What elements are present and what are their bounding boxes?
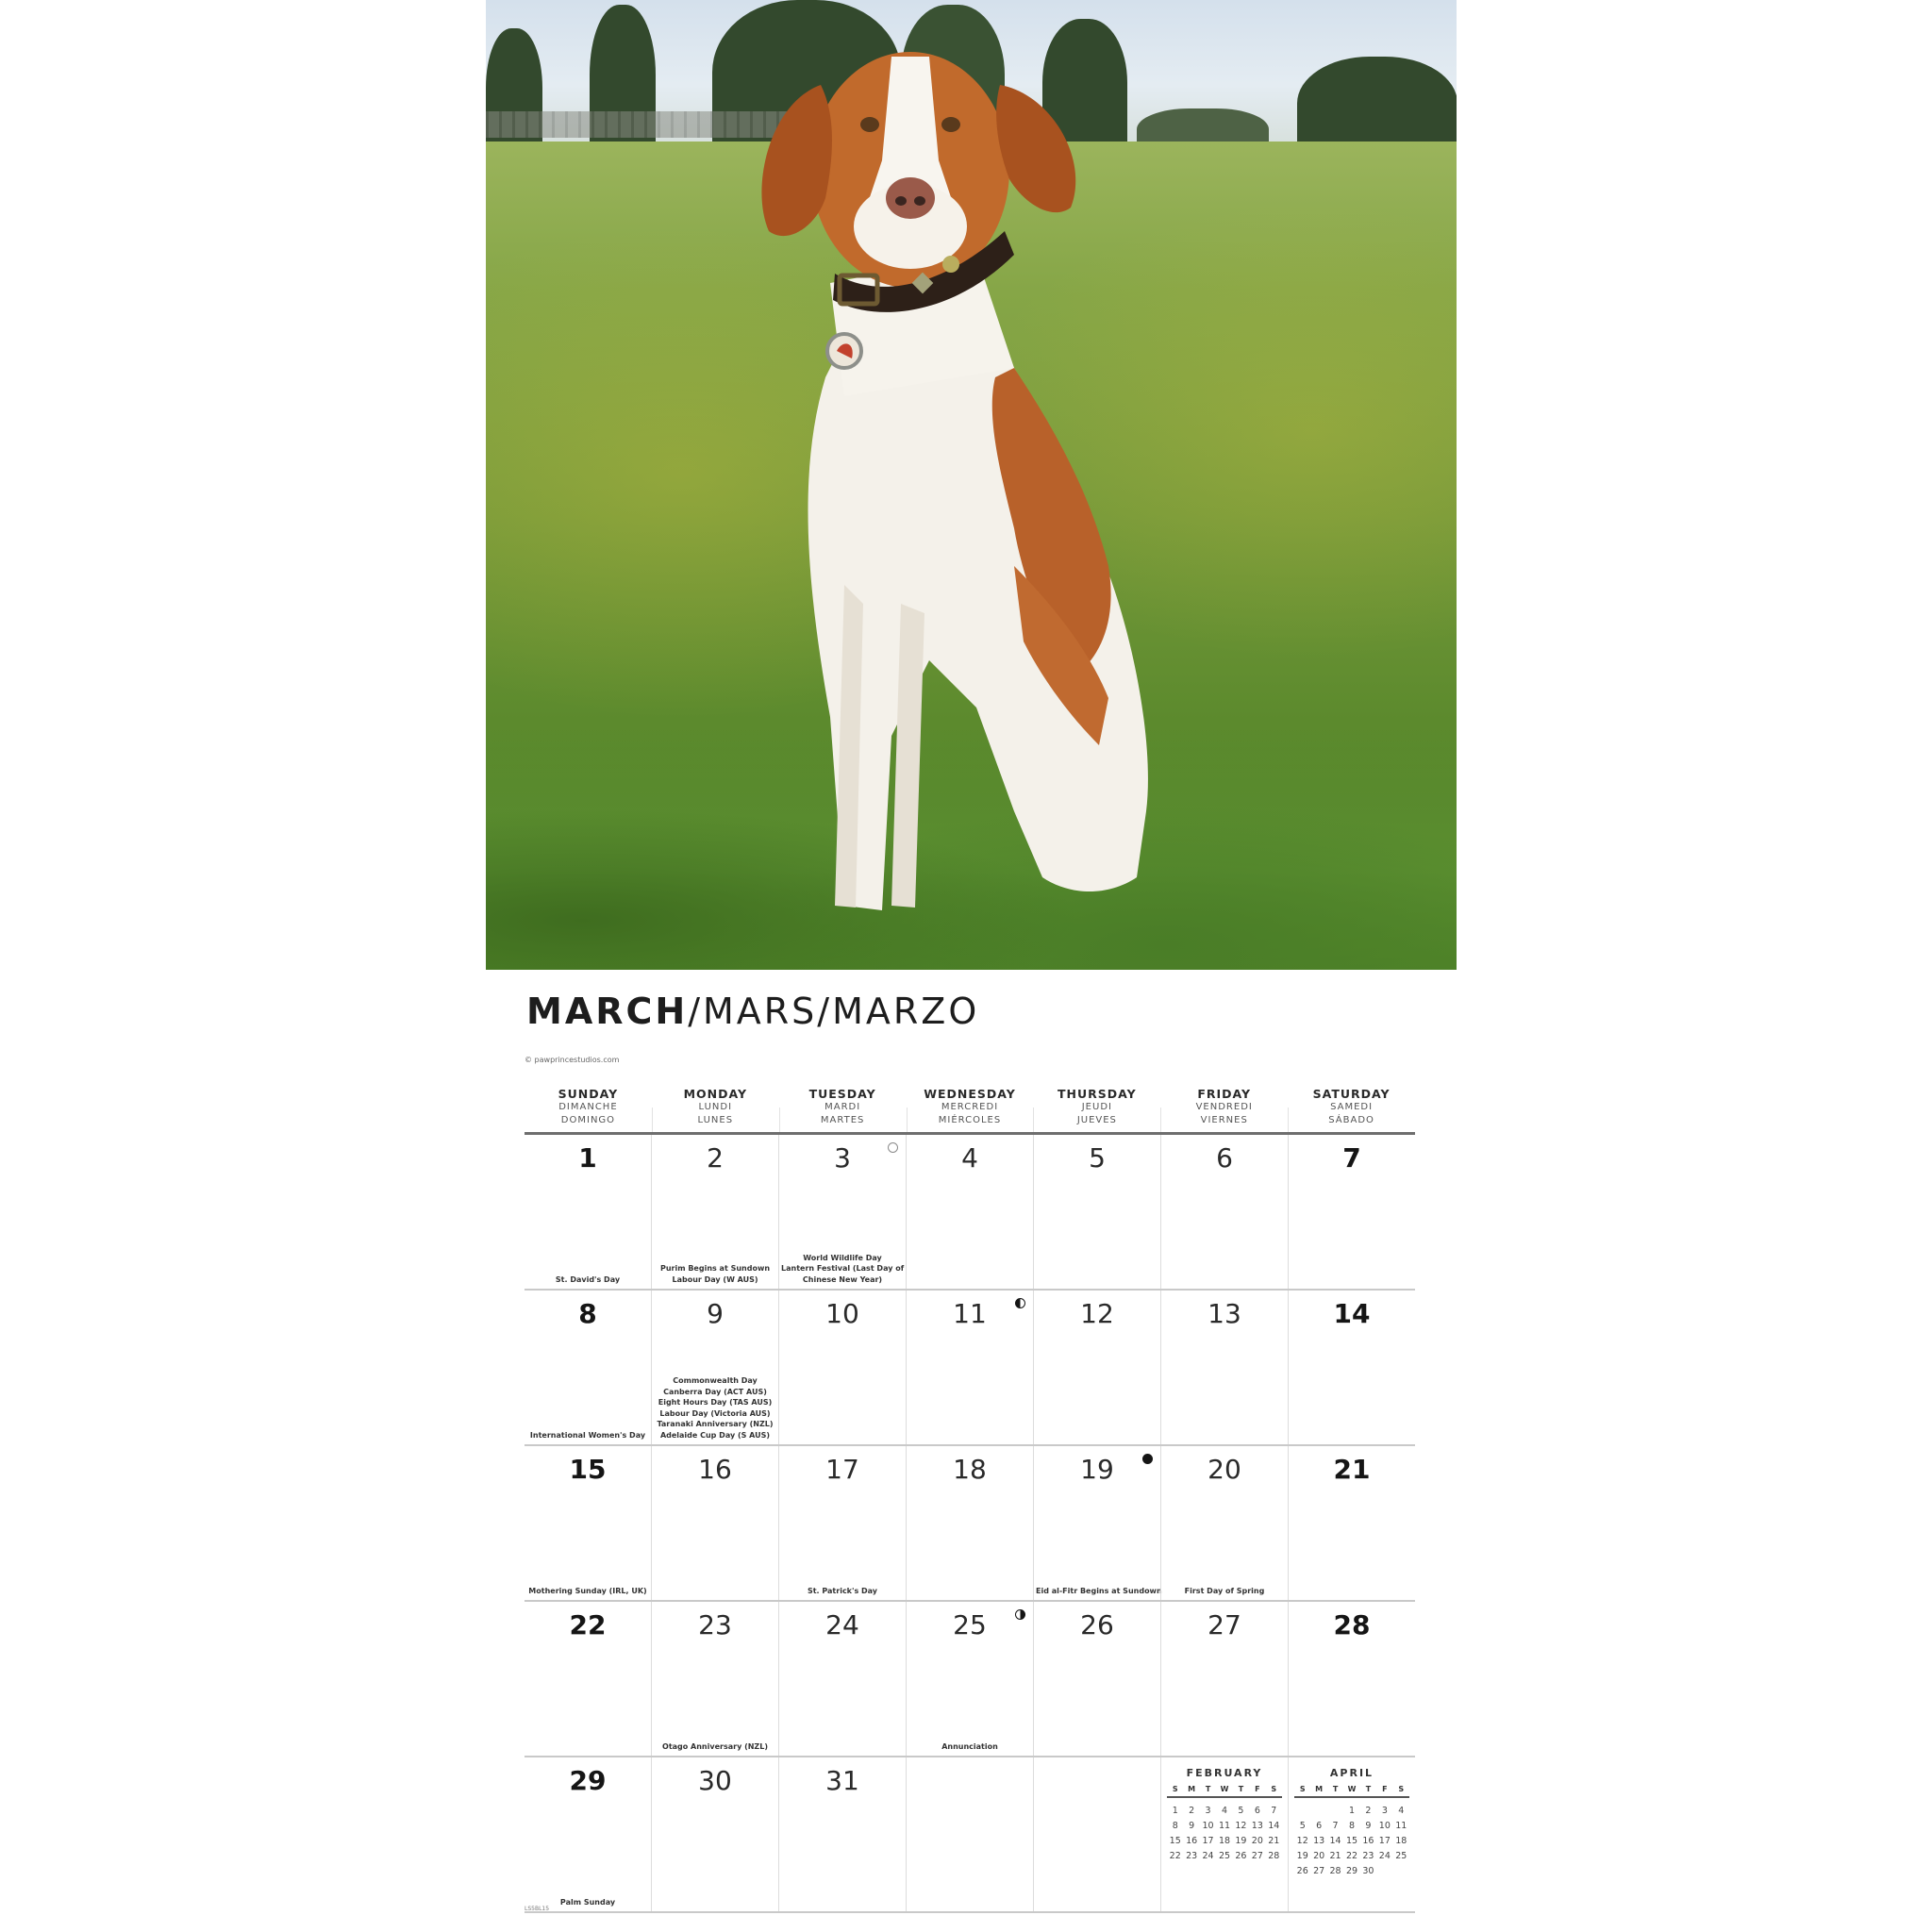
holiday-list	[654, 1263, 776, 1285]
mini-day: 5	[1238, 1806, 1244, 1816]
day-number: 21	[1333, 1454, 1371, 1485]
day-number: 18	[953, 1454, 987, 1485]
day-number: 14	[1333, 1298, 1371, 1329]
weekday-es: MARTES	[820, 1115, 865, 1125]
day-cell-16[interactable]	[651, 1446, 778, 1600]
mini-day: 20	[1313, 1851, 1325, 1861]
day-number: 3	[834, 1142, 851, 1174]
mini-day: 25	[1218, 1851, 1231, 1861]
day-cell-11[interactable]	[906, 1291, 1033, 1444]
holiday-label: Lantern Festival (Last Day of	[781, 1264, 905, 1273]
mini-day: 13	[1313, 1836, 1325, 1846]
mini-calendar-cell	[1288, 1757, 1415, 1911]
day-cell-24[interactable]	[778, 1602, 906, 1756]
full-moon-icon	[888, 1142, 898, 1153]
weekday-es: LUNES	[697, 1115, 734, 1125]
mini-day: 18	[1218, 1836, 1231, 1846]
mini-day: 1	[1172, 1806, 1178, 1816]
mini-weekday-letter: M	[1315, 1785, 1324, 1793]
day-cell-18[interactable]	[906, 1446, 1033, 1600]
day-cell-15[interactable]	[525, 1446, 651, 1600]
mini-day: 21	[1329, 1851, 1341, 1861]
day-number: 23	[698, 1609, 732, 1641]
day-cell-5[interactable]	[1033, 1135, 1160, 1289]
weekday-header-sunday	[525, 1083, 652, 1132]
weekday-es: JUEVES	[1076, 1115, 1117, 1125]
mini-day: 4	[1221, 1806, 1228, 1816]
mini-weekday-letter: M	[1188, 1785, 1196, 1793]
day-cell-17[interactable]	[778, 1446, 906, 1600]
weekday-fr: SAMEDI	[1330, 1102, 1374, 1112]
weekday-fr: JEUDI	[1081, 1102, 1112, 1112]
holiday-label: Adelaide Cup Day (S AUS)	[659, 1430, 771, 1440]
mini-weekday-letter: T	[1365, 1785, 1372, 1793]
mini-weekday-letter: W	[1220, 1785, 1229, 1793]
day-number: 22	[569, 1609, 607, 1641]
calendar-photo	[486, 0, 1457, 970]
day-cell-7[interactable]	[1288, 1135, 1415, 1289]
day-number: 13	[1208, 1298, 1241, 1329]
mini-day: 20	[1251, 1836, 1263, 1846]
mini-calendar-days	[1167, 1806, 1282, 1861]
mini-calendar-april	[1294, 1767, 1409, 1876]
mini-day: 19	[1235, 1836, 1247, 1846]
weekday-en: TUESDAY	[808, 1087, 876, 1101]
day-number: 15	[569, 1454, 607, 1485]
day-cell-19[interactable]	[1033, 1446, 1160, 1600]
holiday-list	[908, 1741, 1031, 1753]
mini-day: 9	[1189, 1821, 1195, 1831]
month-name-en: MARCH	[526, 991, 689, 1032]
calendar-grid	[525, 1083, 1415, 1913]
holiday-list	[1163, 1586, 1286, 1597]
holiday-label: St. David's Day	[555, 1274, 621, 1284]
product-code: LS5BL15	[525, 1906, 550, 1912]
mini-day: 5	[1299, 1821, 1306, 1831]
mini-day: 22	[1345, 1851, 1358, 1861]
mini-calendar-weekdays	[1167, 1785, 1282, 1798]
day-cell-13[interactable]	[1160, 1291, 1288, 1444]
mini-day: 16	[1362, 1836, 1374, 1846]
holiday-label: Canberra Day (ACT AUS)	[663, 1387, 767, 1396]
new-moon-icon	[1142, 1454, 1153, 1464]
day-number: 20	[1208, 1454, 1241, 1485]
calendar-week-row	[525, 1757, 1415, 1913]
weekday-fr: MARDI	[824, 1102, 861, 1112]
day-cell-29[interactable]	[525, 1757, 651, 1911]
day-cell-30[interactable]	[651, 1757, 778, 1911]
weekday-es: DOMINGO	[560, 1115, 616, 1125]
holiday-label: Eid al-Fitr Begins at Sundown	[1036, 1586, 1162, 1595]
mini-day: 18	[1395, 1836, 1407, 1846]
mini-day: 11	[1218, 1821, 1231, 1831]
holiday-list	[526, 1586, 649, 1597]
mini-day: 17	[1378, 1836, 1391, 1846]
mini-day: 15	[1169, 1836, 1181, 1846]
holiday-list	[781, 1253, 904, 1286]
holiday-label: Labour Day (Victoria AUS)	[659, 1408, 771, 1418]
holiday-list	[526, 1430, 649, 1441]
mini-day: 19	[1296, 1851, 1308, 1861]
mini-day: 3	[1205, 1806, 1211, 1816]
holiday-label: International Women's Day	[529, 1430, 646, 1440]
holiday-label: First Day of Spring	[1184, 1586, 1265, 1595]
holiday-label: Labour Day (W AUS)	[672, 1274, 758, 1284]
empty-day-cell	[1033, 1757, 1160, 1911]
mini-day: 26	[1296, 1866, 1308, 1876]
weekday-header-friday	[1160, 1083, 1288, 1132]
day-cell-22[interactable]	[525, 1602, 651, 1756]
mini-day: 2	[1365, 1806, 1372, 1816]
mini-calendar-weekdays	[1294, 1785, 1409, 1798]
day-number: 27	[1208, 1609, 1241, 1641]
calendar-week-row	[525, 1135, 1415, 1291]
day-cell-25[interactable]	[906, 1602, 1033, 1756]
mini-day: 1	[1348, 1806, 1356, 1816]
day-cell-10[interactable]	[778, 1291, 906, 1444]
first-quarter-moon-icon	[1015, 1609, 1025, 1620]
day-number: 7	[1342, 1142, 1361, 1174]
mini-day: 11	[1395, 1821, 1407, 1831]
mini-day: 27	[1251, 1851, 1263, 1861]
calendar-weeks	[525, 1135, 1415, 1913]
weekday-en: THURSDAY	[1058, 1087, 1137, 1101]
holiday-label: St. Patrick's Day	[807, 1586, 878, 1595]
copyright-text: © pawprincestudios.com	[525, 1056, 620, 1064]
mini-day: 30	[1362, 1866, 1374, 1876]
mini-day: 7	[1271, 1806, 1277, 1816]
holiday-list	[1036, 1586, 1162, 1597]
holiday-label: Chinese New Year)	[802, 1274, 883, 1284]
mini-day: 14	[1268, 1821, 1280, 1831]
weekday-header-row	[525, 1083, 1415, 1135]
day-number: 17	[825, 1454, 859, 1485]
day-number: 10	[825, 1298, 859, 1329]
weekday-fr: VENDREDI	[1195, 1102, 1253, 1112]
weekday-en: SUNDAY	[558, 1087, 619, 1101]
mini-day: 26	[1235, 1851, 1247, 1861]
calendar-week-row	[525, 1446, 1415, 1602]
day-cell-31[interactable]	[778, 1757, 906, 1911]
day-number: 30	[698, 1765, 732, 1796]
mini-weekday-letter: T	[1238, 1785, 1244, 1793]
mini-day: 6	[1316, 1821, 1323, 1831]
day-number: 25	[953, 1609, 987, 1641]
weekday-header-saturday	[1288, 1083, 1415, 1132]
weekday-en: FRIDAY	[1197, 1087, 1252, 1101]
holiday-label: Mothering Sunday (IRL, UK)	[528, 1586, 647, 1595]
day-number: 16	[698, 1454, 732, 1485]
mini-day: 7	[1332, 1821, 1339, 1831]
mini-day: 28	[1268, 1851, 1280, 1861]
day-cell-28[interactable]	[1288, 1602, 1415, 1756]
mini-day: 12	[1296, 1836, 1308, 1846]
mini-weekday-letter: S	[1172, 1785, 1178, 1793]
calendar-week-row	[525, 1602, 1415, 1757]
mini-day: 23	[1362, 1851, 1374, 1861]
day-number: 31	[825, 1765, 859, 1796]
day-cell-27[interactable]	[1160, 1602, 1288, 1756]
weekday-header-thursday	[1033, 1083, 1160, 1132]
dog-illustration	[486, 0, 1457, 970]
weekday-es: MIÉRCOLES	[938, 1115, 1002, 1125]
weekday-header-tuesday	[779, 1083, 907, 1132]
day-cell-20[interactable]	[1160, 1446, 1288, 1600]
day-cell-14[interactable]	[1288, 1291, 1415, 1444]
mini-day: 27	[1313, 1866, 1325, 1876]
holiday-list	[781, 1586, 904, 1597]
holiday-label: Taranaki Anniversary (NZL)	[657, 1420, 774, 1428]
holiday-list	[526, 1274, 649, 1286]
day-number: 4	[961, 1142, 978, 1174]
day-number: 8	[578, 1298, 597, 1329]
mini-day: 10	[1202, 1821, 1214, 1831]
day-number: 29	[569, 1765, 607, 1796]
month-name-fr-es: /MARS/MARZO	[688, 991, 980, 1032]
holiday-label: Annunciation	[941, 1741, 998, 1751]
weekday-en: WEDNESDAY	[924, 1087, 1016, 1101]
mini-day: 2	[1189, 1806, 1195, 1816]
day-cell-21[interactable]	[1288, 1446, 1415, 1600]
holiday-label: Commonwealth Day	[673, 1376, 758, 1385]
mini-calendar-february	[1167, 1767, 1282, 1861]
mini-day: 8	[1348, 1821, 1356, 1831]
holiday-label: Purim Begins at Sundown	[659, 1264, 771, 1273]
mini-day: 23	[1186, 1851, 1198, 1861]
holiday-label: Eight Hours Day (TAS AUS)	[658, 1398, 773, 1407]
last-quarter-moon-icon	[1015, 1298, 1025, 1308]
day-cell-8[interactable]	[525, 1291, 651, 1444]
day-cell-3[interactable]	[778, 1135, 906, 1289]
month-title	[526, 991, 979, 1032]
holiday-list	[654, 1375, 776, 1441]
day-number: 19	[1080, 1454, 1114, 1485]
mini-weekday-letter: F	[1382, 1785, 1388, 1793]
day-number: 28	[1333, 1609, 1371, 1641]
mini-day: 28	[1329, 1866, 1341, 1876]
mini-day: 24	[1202, 1851, 1214, 1861]
day-number: 6	[1216, 1142, 1233, 1174]
weekday-es: SÁBADO	[1328, 1115, 1374, 1125]
mini-weekday-letter: S	[1398, 1785, 1405, 1793]
holiday-label: Palm Sunday	[559, 1897, 616, 1907]
day-number: 24	[825, 1609, 859, 1641]
weekday-header-wednesday	[907, 1083, 1034, 1132]
mini-day: 16	[1186, 1836, 1198, 1846]
mini-day: 15	[1345, 1836, 1358, 1846]
mini-weekday-letter: S	[1299, 1785, 1306, 1793]
mini-day: 13	[1251, 1821, 1263, 1831]
day-cell-6[interactable]	[1160, 1135, 1288, 1289]
day-cell-1[interactable]	[525, 1135, 651, 1289]
day-cell-9[interactable]	[651, 1291, 778, 1444]
empty-day-cell	[906, 1757, 1033, 1911]
mini-day: 22	[1169, 1851, 1181, 1861]
day-cell-4[interactable]	[906, 1135, 1033, 1289]
mini-calendar-title: FEBRUARY	[1186, 1767, 1263, 1779]
mini-day: 4	[1398, 1806, 1405, 1816]
mini-day: 3	[1381, 1806, 1388, 1816]
mini-calendar-cell	[1160, 1757, 1288, 1911]
weekday-header-monday	[652, 1083, 779, 1132]
mini-day: 29	[1345, 1866, 1358, 1876]
day-number: 9	[707, 1298, 724, 1329]
holiday-label: Otago Anniversary (NZL)	[662, 1741, 768, 1751]
weekday-fr: DIMANCHE	[558, 1102, 618, 1112]
mini-day: 6	[1254, 1806, 1260, 1816]
day-number: 5	[1089, 1142, 1106, 1174]
day-number: 26	[1080, 1609, 1114, 1641]
mini-day: 17	[1202, 1836, 1214, 1846]
day-number: 2	[707, 1142, 724, 1174]
mini-calendar-days	[1294, 1806, 1409, 1876]
day-cell-2[interactable]	[651, 1135, 778, 1289]
mini-day: 24	[1378, 1851, 1391, 1861]
day-cell-26[interactable]	[1033, 1602, 1160, 1756]
day-number: 1	[578, 1142, 597, 1174]
mini-day: 8	[1172, 1821, 1178, 1831]
weekday-es: VIERNES	[1200, 1115, 1248, 1125]
day-cell-23[interactable]	[651, 1602, 778, 1756]
day-cell-12[interactable]	[1033, 1291, 1160, 1444]
calendar-week-row	[525, 1291, 1415, 1446]
day-number: 11	[953, 1298, 987, 1329]
mini-day: 12	[1235, 1821, 1247, 1831]
mini-weekday-letter: S	[1271, 1785, 1277, 1793]
weekday-fr: LUNDI	[698, 1102, 733, 1112]
mini-weekday-letter: T	[1332, 1785, 1339, 1793]
mini-weekday-letter: F	[1255, 1785, 1260, 1793]
mini-day: 9	[1365, 1821, 1372, 1831]
mini-day: 21	[1268, 1836, 1280, 1846]
mini-calendar-title: APRIL	[1329, 1767, 1374, 1779]
day-number: 12	[1080, 1298, 1114, 1329]
weekday-fr: MERCREDI	[941, 1102, 999, 1112]
holiday-list	[654, 1741, 776, 1753]
mini-day: 10	[1378, 1821, 1391, 1831]
weekday-en: SATURDAY	[1312, 1087, 1391, 1101]
mini-day: 14	[1329, 1836, 1341, 1846]
mini-day: 25	[1395, 1851, 1407, 1861]
weekday-en: MONDAY	[683, 1087, 747, 1101]
holiday-label: World Wildlife Day	[803, 1253, 882, 1262]
mini-weekday-letter: T	[1205, 1785, 1211, 1793]
mini-weekday-letter: W	[1347, 1785, 1357, 1793]
